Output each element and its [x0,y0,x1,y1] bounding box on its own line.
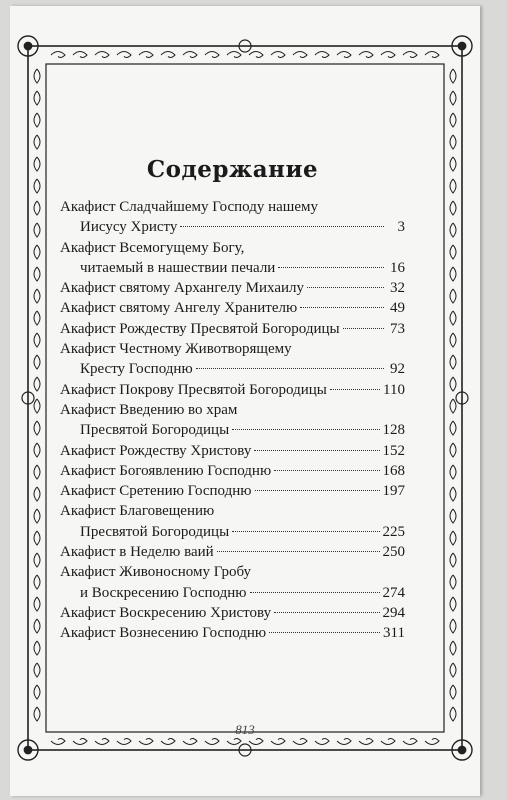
dot-leader [307,287,384,288]
toc-entry-title: Акафист Воскресению Христову [60,604,272,621]
toc-entry-line [60,278,405,298]
toc-page-number: 274 [382,584,405,601]
toc-entry-line [60,522,405,542]
toc-entry-title: Акафист в Неделю ваий [60,544,214,561]
toc-entry-title: Пресвятой Богородицы [80,523,230,540]
dot-leader [254,450,379,451]
toc-page-number: 311 [383,625,405,642]
dot-leader [343,328,384,329]
toc-entry-title: Акафист Всемогущему Богу, [60,239,245,256]
toc-entry-line [60,197,405,217]
page-title: Содержание [146,156,319,183]
toc-page-number: 110 [383,381,405,398]
toc-entry-title: Акафист Рождеству Пресвятой Богородицы [60,320,340,337]
toc-entry-line [60,258,405,278]
toc-entry-line [60,461,405,481]
toc-page-number: 197 [382,483,405,500]
toc-page-number: 16 [390,259,405,276]
toc-entry [60,623,405,643]
toc-entry [60,319,405,339]
dot-leader [278,267,384,268]
toc-entry [60,481,405,501]
dot-leader [255,490,380,491]
toc-entry-line [60,339,405,359]
toc-entry-line [60,319,405,339]
toc-entry [60,542,405,562]
toc-page-number: 92 [390,361,405,378]
toc-entry [60,603,405,623]
toc-entry-line [60,359,405,379]
toc-page-number: 3 [397,219,405,236]
page-number: 813 [235,722,255,737]
toc-entry-line [60,238,405,258]
toc-list [60,197,405,644]
dot-leader [269,632,380,633]
dot-leader [300,307,384,308]
toc-entry-title: Акафист Благовещению [60,503,215,520]
toc-entry-line [60,481,405,501]
dot-leader [217,551,380,552]
toc-page-number: 49 [390,300,405,317]
toc-entry-title: Акафист Покрову Пресвятой Богородицы [60,381,327,398]
toc-entry-line [60,380,405,400]
toc-entry-title: Акафист Живоносному Гробу [60,564,252,581]
dot-leader [250,592,380,593]
toc-entry-line [60,420,405,440]
toc-entry [60,197,405,238]
toc-entry-title: Акафист Честному Животворящему [60,341,292,358]
toc-entry-line [60,298,405,318]
toc-entry-line [60,217,405,237]
toc-entry [60,461,405,481]
dot-leader [232,429,379,430]
toc-entry-line [60,441,405,461]
toc-entry [60,298,405,318]
toc-entry-title: Пресвятой Богородицы [80,422,230,439]
dot-leader [232,531,379,532]
book-page [10,6,480,796]
toc-entry-title: Акафист Сретению Господню [60,483,252,500]
toc-entry-title: Акафист Вознесению Господню [60,625,267,642]
toc-entry [60,278,405,298]
toc-entry-title: читаемый в нашествии печали [80,259,276,276]
toc-page-number: 73 [390,320,405,337]
toc-entry-line [60,623,405,643]
toc-entry [60,380,405,400]
toc-entry [60,339,405,380]
toc-entry-title: Акафист Введению во храм [60,401,238,418]
toc-entry-line [60,400,405,420]
toc-entry-title: и Воскресению Господню [80,584,247,601]
toc-entry [60,441,405,461]
toc-entry-title: Акафист святому Ангелу Хранителю [60,300,298,317]
toc-entry-title: Иисусу Христу [80,219,178,236]
table-of-contents [60,156,405,644]
dot-leader [330,389,380,390]
dot-leader [180,226,384,227]
toc-entry-title: Акафист Богоявлению Господню [60,462,272,479]
toc-entry-title: Акафист святому Архангелу Михаилу [60,280,305,297]
toc-page-number: 225 [382,523,405,540]
toc-entry-title: Акафист Сладчайшему Господу нашему [60,199,318,215]
dot-leader [274,612,379,613]
toc-entry [60,238,405,279]
toc-entry-title: Акафист Рождеству Христову [60,442,252,459]
toc-entry-title: Кресту Господню [80,361,193,378]
dot-leader [274,470,379,471]
toc-page-number: 128 [382,422,405,439]
toc-entry-line [60,583,405,603]
toc-entry-line [60,562,405,582]
toc-page-number: 168 [382,462,405,479]
toc-entry [60,400,405,441]
toc-entry [60,562,405,603]
toc-entry-line [60,542,405,562]
toc-entry [60,501,405,542]
toc-page-number: 152 [382,442,405,459]
toc-entry-line [60,603,405,623]
toc-page-number: 294 [382,604,405,621]
dot-leader [196,368,384,369]
toc-page-number: 250 [382,544,405,561]
toc-page-number: 32 [390,280,405,297]
toc-entry-line [60,501,405,521]
